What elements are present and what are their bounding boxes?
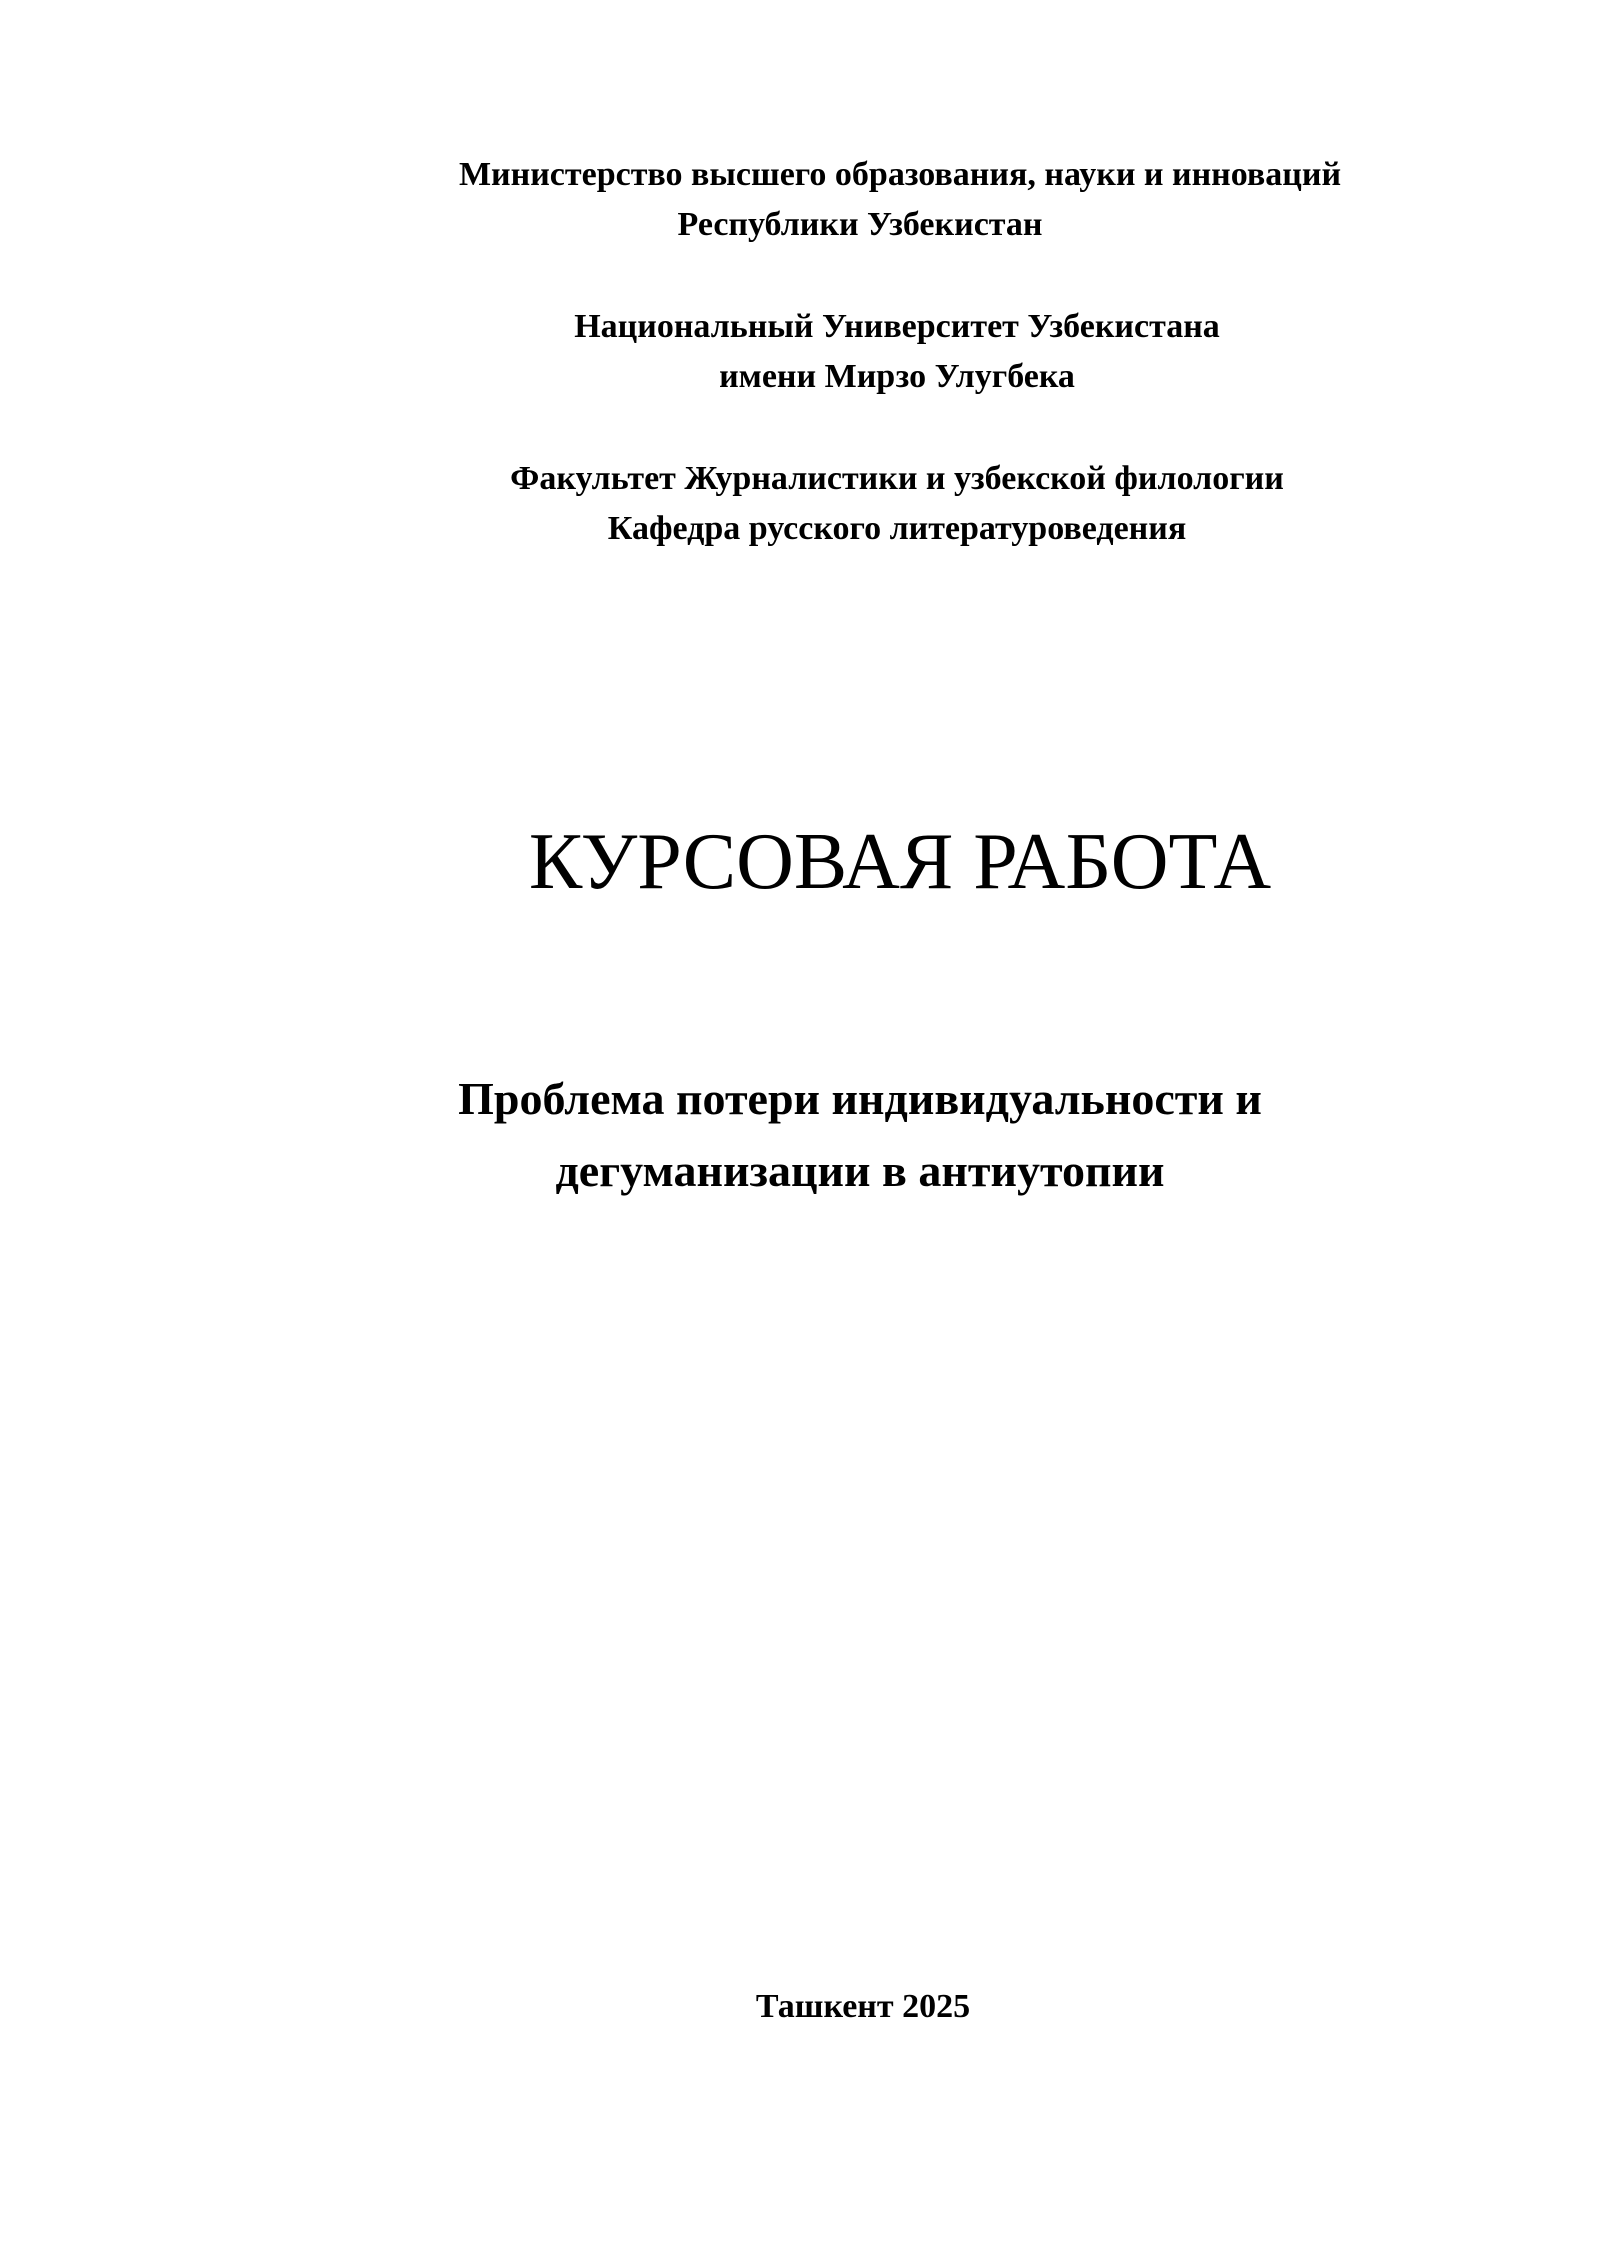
ministry-line-1: Министерство высшего образования, науки и инноваций [458, 156, 1342, 193]
faculty-name: Факультет Журналистики и узбекской филологии [510, 460, 1284, 497]
topic-line-1: Проблема потери индивидуальности и [458, 1073, 1262, 1124]
ministry-line-2: Республики Узбекистан [677, 206, 1043, 243]
university-line-1: Национальный Университет Узбекистана [574, 308, 1220, 345]
department-name: Кафедра русского литературоведения [607, 510, 1187, 547]
document-type-title: КУРСОВАЯ РАБОТА [528, 818, 1272, 906]
university-line-2: имени Мирзо Улугбека [719, 358, 1075, 395]
city-year: Ташкент 2025 [755, 1988, 971, 2025]
topic-line-2: дегуманизации в антиутопии [555, 1145, 1165, 1196]
